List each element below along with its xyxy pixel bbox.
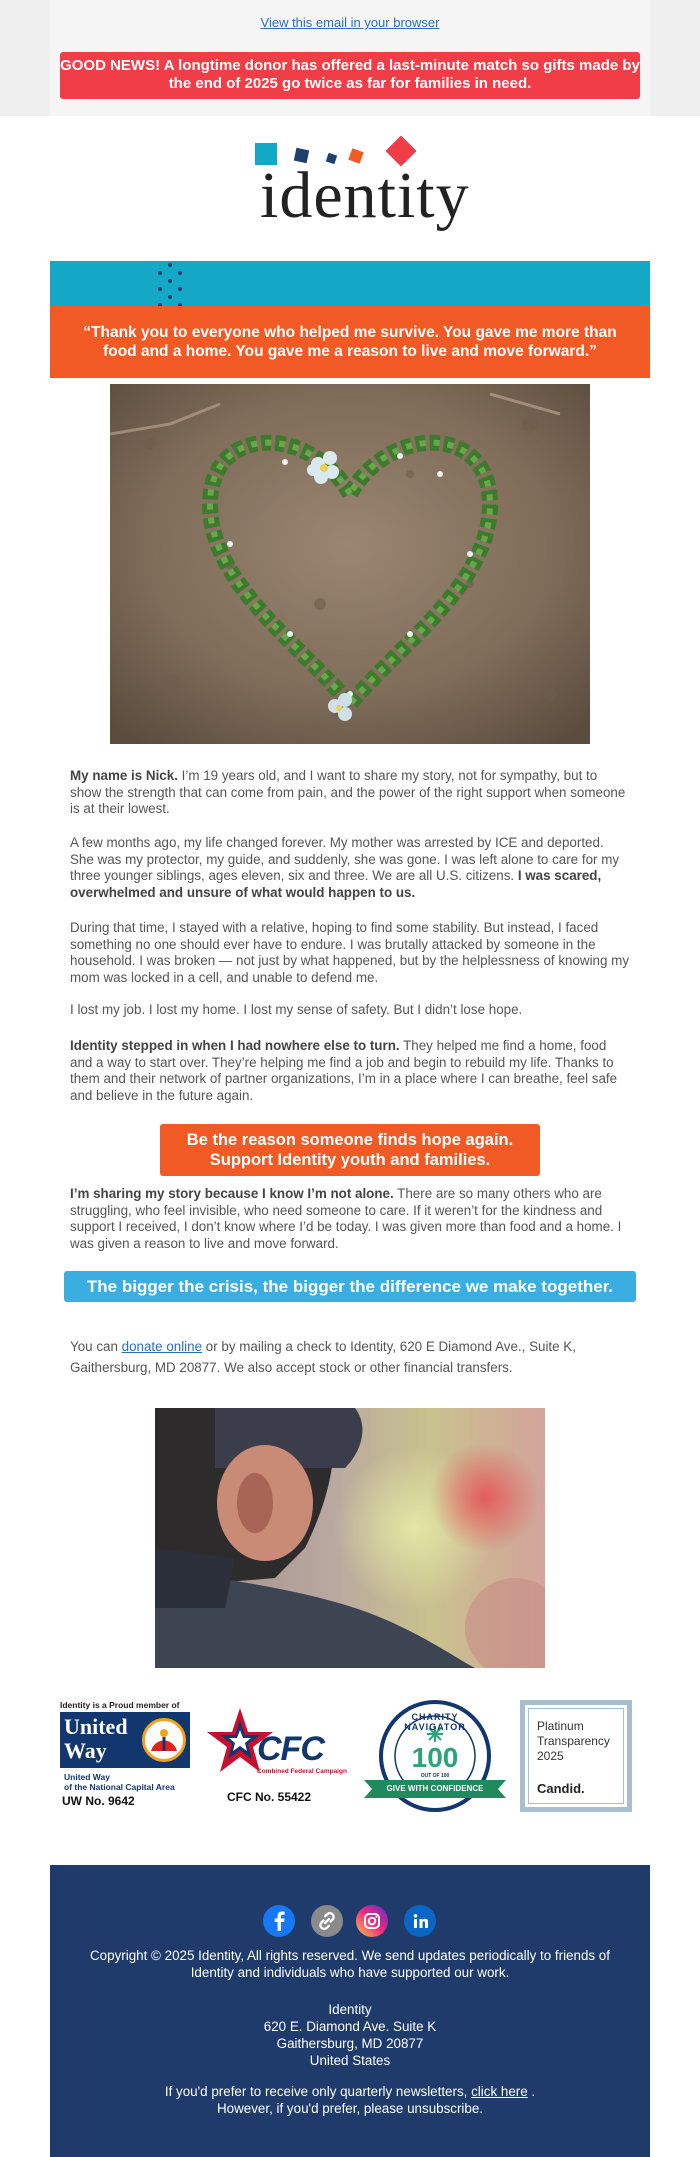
united-way-name-2: Way — [64, 1738, 107, 1763]
cn-out-of: OUT OF 100 — [420, 1773, 450, 1779]
united-way-number: UW No. 9642 — [62, 1794, 135, 1808]
footer-address — [70, 1993, 630, 2069]
candid-line-2: Transparency — [537, 1734, 610, 1748]
story-p6-text: There are so many others who are struggling, who feel invisible, who need someone to care. If it weren’t for the kindness and support I received, I don’t know where I’d be today. I was given more than food and a home. I was given a reason to live and move forward. — [70, 1186, 622, 1251]
story-intro-text: I’m 19 years old, and I want to share my story, not for sympathy, but to show the strength that can come from pain, and the power of the right support when someone is at their lowest. — [70, 768, 626, 816]
footer-copyright: Copyright © 2025 Identity, All rights reserved. We send updates periodically to friends of Identity and individuals who have supported our work. — [90, 1948, 610, 1980]
donate-prefix: You can — [70, 1339, 122, 1354]
youth-photo — [155, 1408, 545, 1668]
dot-pattern — [150, 261, 190, 306]
united-way-sub-2: of the National Capital Area — [64, 1782, 175, 1792]
quote-banner: “Thank you to everyone who helped me survive. You gave me more than food and a home. You gave me a reason to live and move forward.” — [50, 306, 650, 378]
story-p5-bold: Identity stepped in when I had nowhere else to turn. — [70, 1038, 400, 1053]
cn-score: 100 — [411, 1742, 459, 1773]
united-way-top-text: Identity is a Proud member of — [60, 1700, 180, 1710]
footer-addr-line-2: Gaithersburg, MD 20877 — [276, 2036, 424, 2051]
cfc-number: CFC No. 55422 — [227, 1790, 312, 1804]
pref-prefix: If you'd prefer to receive only quarterly newsletters, — [164, 2084, 472, 2099]
match-alert-banner: GOOD NEWS! A longtime donor has offered a last-minute match so gifts made by the end of 2025 go twice as far for families in need. — [60, 52, 640, 99]
united-way-sub-1: United Way — [64, 1772, 110, 1782]
story-paragraph-3 — [70, 920, 630, 986]
instagram-icon[interactable] — [356, 1905, 388, 1937]
story-paragraph-2 — [70, 835, 630, 901]
pref-suffix: . — [527, 2084, 536, 2099]
charity-navigator-badge[interactable] — [362, 1700, 508, 1816]
donate-suffix: or by mailing a check to Identity, 620 E Diamond Ave., Suite K, Gaithersburg, MD 20877. We also accept stock or other financial transfers. — [70, 1339, 576, 1375]
story-p2-bold: I was scared, overwhelmed and unsure of what would happen to us. — [70, 868, 602, 900]
cfc-name: CFC — [257, 1730, 324, 1768]
candid-line-1: Platinum — [537, 1719, 584, 1733]
facebook-icon[interactable] — [263, 1905, 295, 1937]
story-paragraph-6 — [70, 1186, 630, 1252]
candid-line-3: 2025 — [537, 1749, 564, 1763]
cta-line-1: Be the reason someone finds hope again. — [186, 1131, 514, 1149]
cfc-badge[interactable] — [205, 1702, 345, 1810]
story-paragraph-5 — [70, 1038, 630, 1104]
cn-ribbon-text: GIVE WITH CONFIDENCE — [386, 1784, 484, 1793]
footer — [50, 1865, 650, 2157]
candid-brand: Candid. — [537, 1781, 585, 1796]
cfc-subtitle: Combined Federal Campaign — [257, 1768, 347, 1775]
story-p4-text: I lost my job. I lost my home. I lost my sense of safety. But I didn’t lose hope. — [70, 1002, 523, 1017]
support-cta-button[interactable] — [160, 1124, 540, 1176]
quarterly-click-here-link[interactable]: click here — [471, 2084, 528, 2099]
teal-header-bar — [50, 261, 650, 306]
united-way-badge[interactable] — [60, 1700, 195, 1810]
story-paragraph-4 — [70, 1002, 630, 1019]
identity-logo[interactable] — [250, 138, 470, 248]
linkedin-icon[interactable] — [404, 1905, 436, 1937]
cn-arc-text: CHARITY NAVIGATOR — [404, 1712, 466, 1732]
united-way-logo — [60, 1712, 190, 1768]
footer-org: Identity — [328, 2002, 372, 2017]
story-p3-text: During that time, I stayed with a relative, hoping to find some stability. But instead, I faced something no one should ever have to endure. I was brutally attacked by someone in the household. I was broken — not just by what happened, but by the helplessness of knowing my mom was locked in a cell, and unable to defend me. — [70, 920, 630, 985]
donate-paragraph — [70, 1336, 630, 1378]
donate-online-link[interactable]: donate online — [121, 1339, 203, 1354]
link-icon[interactable] — [311, 1905, 343, 1937]
footer-addr-line-1: 620 E. Diamond Ave. Suite K — [263, 2019, 437, 2034]
story-intro-bold: My name is Nick. — [70, 768, 178, 783]
social-icons-row — [50, 1905, 650, 1939]
logo-wordmark: identity — [260, 159, 470, 232]
story-p5-text: They helped me find a home, food and a way to start over. They’re helping me find a job and begin to rebuild my life. Thanks to them and their network of partner organizations, I’m in a place where I can breathe, feel safe and believe in the future again. — [70, 1038, 618, 1103]
story-p2-text: A few months ago, my life changed forever. My mother was arrested by ICE and deported. She was my protector, my guide, and suddenly, she was gone. I was left alone to care for my three younger siblings, ages eleven, six and three. We are all U.S. citizens. — [70, 835, 620, 883]
unsubscribe-link[interactable]: However, if you'd prefer, please unsubscribe. — [216, 2101, 484, 2116]
leaf-heart-photo — [110, 384, 590, 744]
footer-country: United States — [309, 2053, 391, 2068]
story-paragraph-1 — [70, 768, 630, 818]
view-in-browser-link[interactable]: View this email in your browser — [260, 15, 440, 30]
story-p6-bold: I’m sharing my story because I know I’m not alone. — [70, 1186, 394, 1201]
cta-line-2: Support Identity youth and families. — [209, 1151, 491, 1169]
footer-preferences — [70, 2083, 630, 2117]
crisis-banner: The bigger the crisis, the bigger the difference we make together. — [64, 1271, 636, 1302]
united-way-emblem-icon — [142, 1718, 186, 1762]
candid-platinum-seal[interactable] — [520, 1700, 632, 1812]
united-way-name-1: United — [64, 1714, 128, 1739]
